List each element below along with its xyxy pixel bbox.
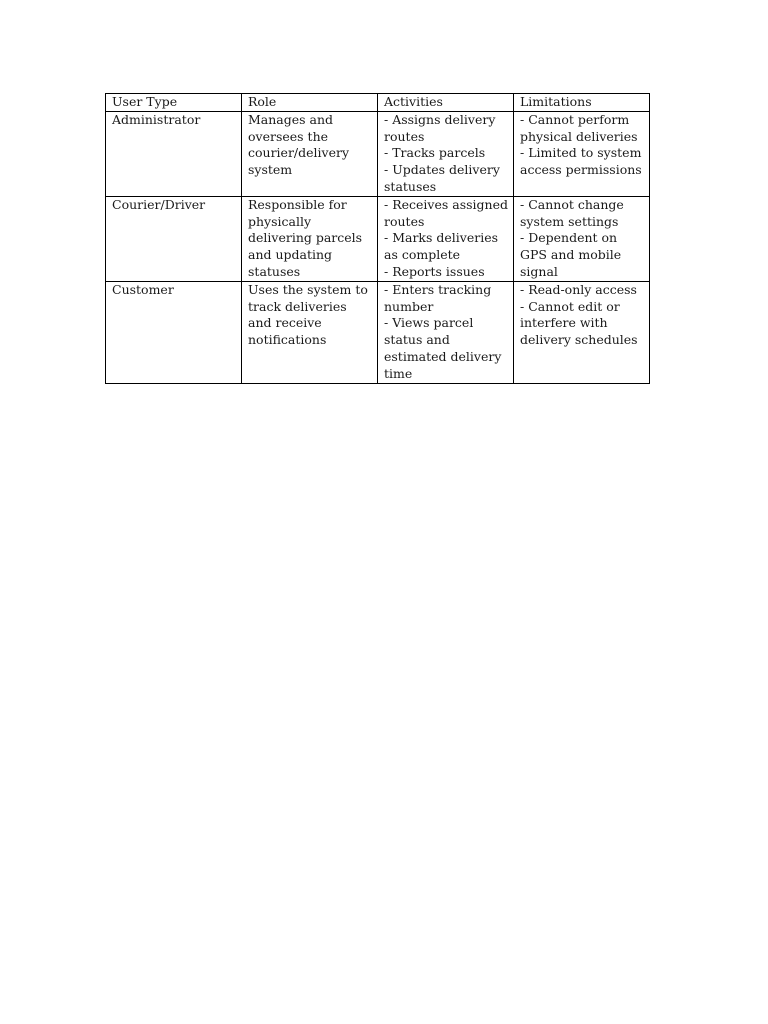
header-limitations: Limitations bbox=[514, 94, 650, 112]
cell-role: Uses the system to track deliveries and receive notifications bbox=[242, 281, 378, 383]
cell-limitations: - Cannot change system settings - Dependent on GPS and mobile signal bbox=[514, 196, 650, 281]
header-activities: Activities bbox=[378, 94, 514, 112]
header-role: Role bbox=[242, 94, 378, 112]
table-row bbox=[106, 196, 650, 281]
table-row bbox=[106, 281, 650, 383]
cell-activities: - Receives assigned routes - Marks deliveries as complete - Reports issues bbox=[378, 196, 514, 281]
user-roles-table bbox=[105, 93, 650, 384]
cell-user-type: Customer bbox=[106, 281, 242, 383]
cell-role: Responsible for physically delivering parcels and updating statuses bbox=[242, 196, 378, 281]
cell-limitations: - Cannot perform physical deliveries - Limited to system access permissions bbox=[514, 111, 650, 196]
cell-activities: - Enters tracking number - Views parcel status and estimated delivery time bbox=[378, 281, 514, 383]
header-user-type: User Type bbox=[106, 94, 242, 112]
cell-user-type: Courier/Driver bbox=[106, 196, 242, 281]
cell-limitations: - Read-only access - Cannot edit or interfere with delivery schedules bbox=[514, 281, 650, 383]
table-row bbox=[106, 111, 650, 196]
cell-role: Manages and oversees the courier/delivery system bbox=[242, 111, 378, 196]
cell-activities: - Assigns delivery routes - Tracks parcels - Updates delivery statuses bbox=[378, 111, 514, 196]
cell-user-type: Administrator bbox=[106, 111, 242, 196]
table-header-row bbox=[106, 94, 650, 112]
